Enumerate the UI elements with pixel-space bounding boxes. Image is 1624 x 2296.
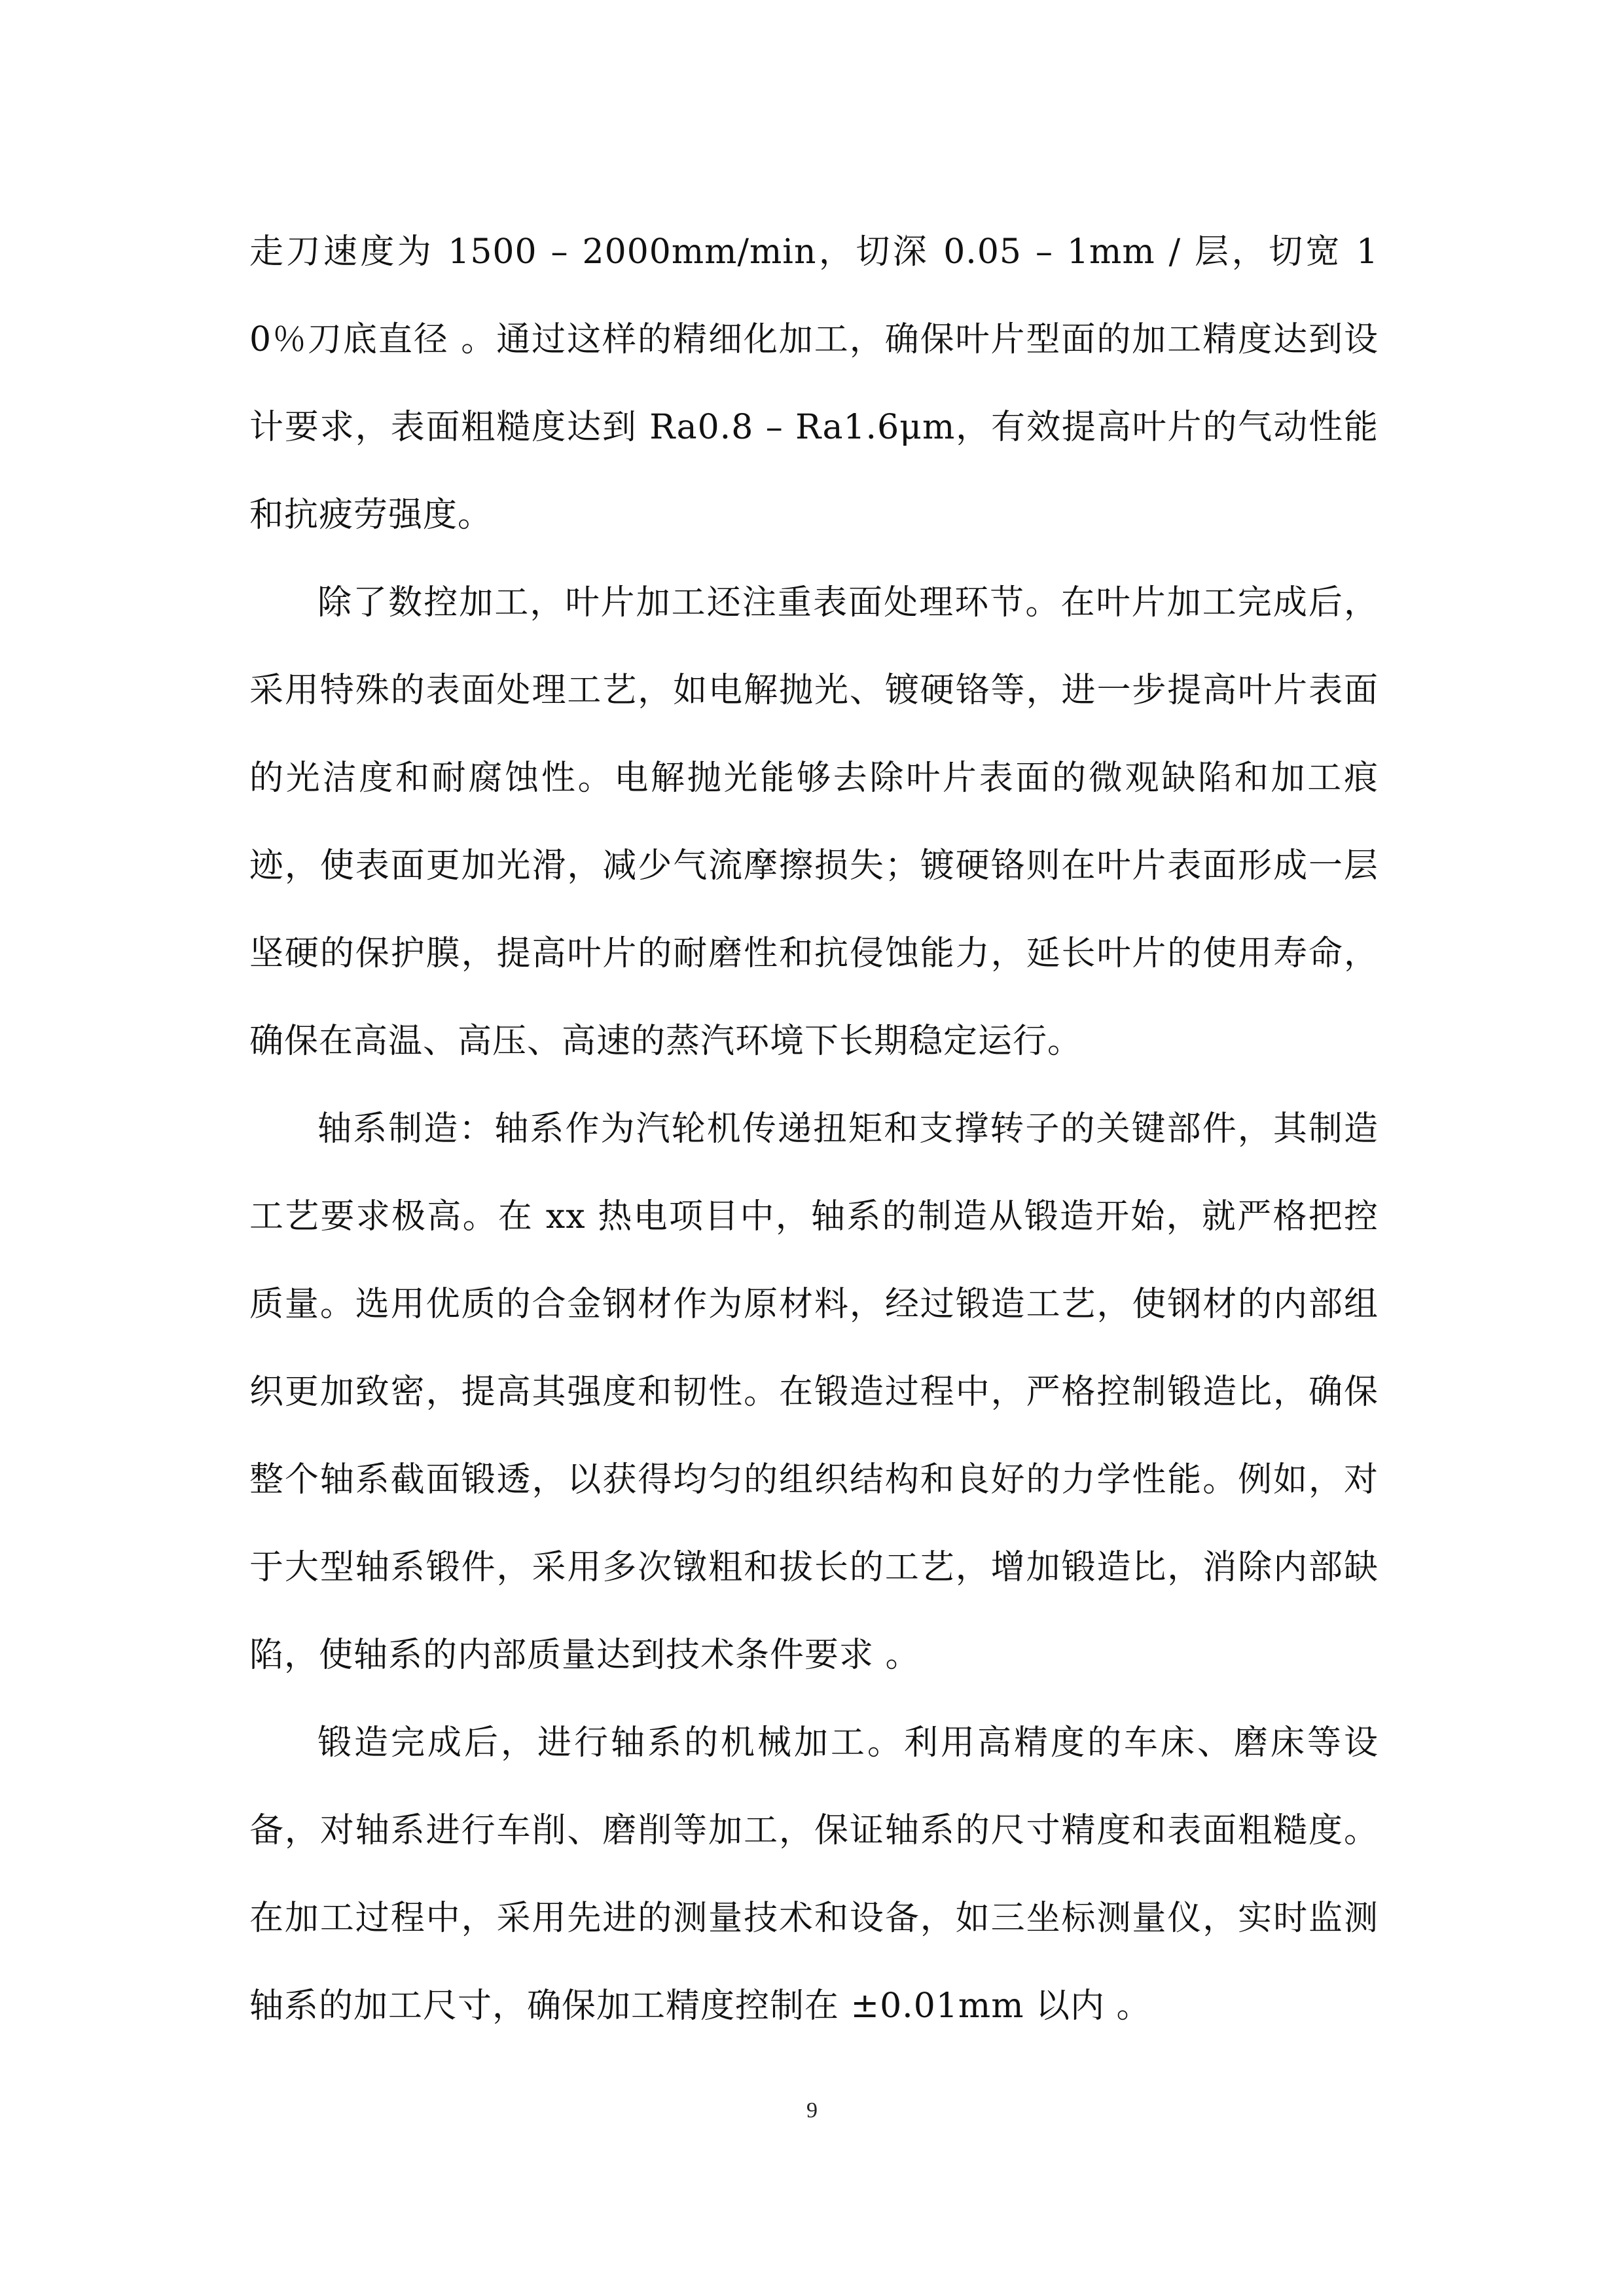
paragraph-shaft-machining: 锻造完成后，进行轴系的机械加工。利用高精度的车床、磨床等设备，对轴系进行车削、磨削等加工，保证轴系的尺寸精度和表面粗糙度。在加工过程中，采用先进的测量技术和设备，如三坐标测量仪，实时监测轴系的加工尺寸，确保加工精度控制在 ±0.01mm 以内 。 bbox=[249, 1723, 1379, 2026]
paragraph-shaft-forging: 轴系制造：轴系作为汽轮机传递扭矩和支撑转子的关键部件，其制造工艺要求极高。在 xx 热电项目中，轴系的制造从锻造开始，就严格把控质量。选用优质的合金钢材作为原材料，经过锻造工艺，使钢材的内部组织更加致密，提高其强度和韧性。在锻造过程中，严格控制锻造比，确保整个轴系截面锻透，以获得均匀的组织结构和良好的力学性能。例如，对于大型轴系锻件，采用多次镦粗和拔长的工艺，增加锻造比，消除内部缺陷，使轴系的内部质量达到技术条件要求 。 bbox=[249, 1109, 1379, 1675]
paragraph-surface-treatment: 除了数控加工，叶片加工还注重表面处理环节。在叶片加工完成后，采用特殊的表面处理工艺，如电解抛光、镀硬铬等，进一步提高叶片表面的光洁度和耐腐蚀性。电解抛光能够去除叶片表面的微观缺陷和加工痕迹，使表面更加光滑，减少气流摩擦损失；镀硬铬则在叶片表面形成一层坚硬的保护膜，提高叶片的耐磨性和抗侵蚀能力，延长叶片的使用寿命，确保在高温、高压、高速的蒸汽环境下长期稳定运行。 bbox=[249, 583, 1379, 1061]
page-number: 9 bbox=[806, 2098, 818, 2123]
paragraph-blade-machining-params: 走刀速度为 1500 – 2000mm/min，切深 0.05 – 1mm / 层，切宽 10％刀底直径 。通过这样的精细化加工，确保叶片型面的加工精度达到设计要求，表面粗糙度达到 Ra0.8 – Ra1.6μm，有效提高叶片的气动性能和抗疲劳强度。 bbox=[249, 232, 1379, 535]
document-body bbox=[249, 208, 1379, 2050]
